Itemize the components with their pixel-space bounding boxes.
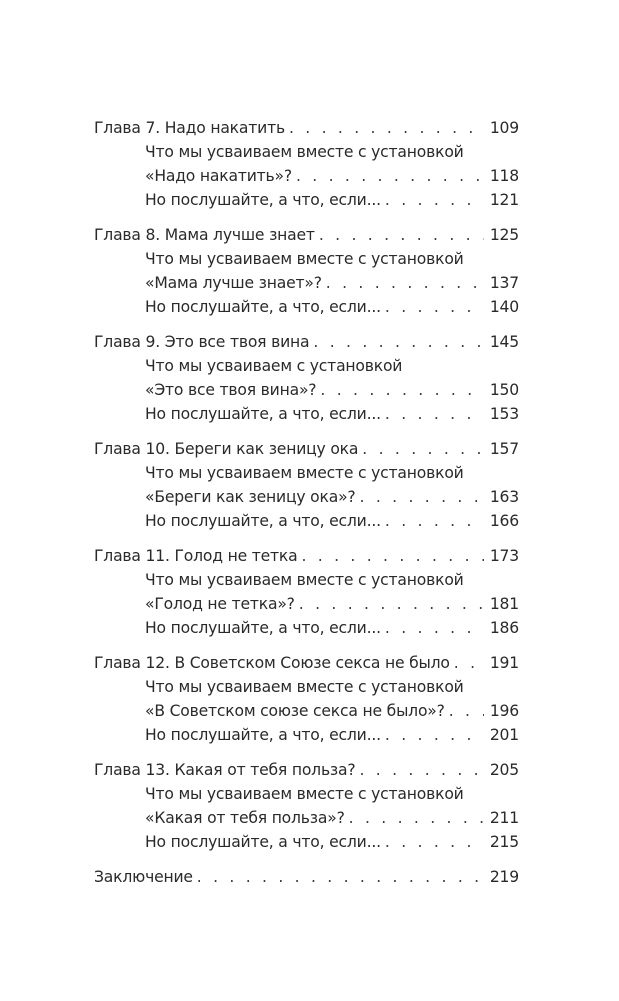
page-number: 153 [489,405,519,423]
toc-subentry [94,568,519,592]
toc-chapter-12 [94,651,519,747]
toc-subentry [94,485,519,509]
toc-subentry [94,723,519,747]
chapter-title: Глава 12. В Советском Союзе секса не было [94,654,450,672]
dot-leader [326,271,484,295]
section-title: «Мама лучше знает»? [145,274,322,292]
section-title: «Это все твоя вина»? [145,381,317,399]
page-number: 150 [489,381,519,399]
page-number: 219 [489,868,519,886]
section-title: Но послушайте, а что, если... [145,833,381,851]
page-number: 191 [489,654,519,672]
dot-leader [359,758,483,782]
page-number: 125 [489,226,519,244]
page-number: 215 [489,833,519,851]
dot-leader [385,295,484,319]
toc-subentry [94,378,519,402]
dot-leader [299,592,484,616]
toc-conclusion [94,865,519,889]
toc-subentry [94,830,519,854]
toc-entry [94,865,519,889]
toc-chapter-11 [94,544,519,640]
toc-entry [94,223,519,247]
dot-leader [313,330,483,354]
section-title: Что мы усваиваем вместе с установкой [145,464,464,482]
chapter-title: Глава 8. Мама лучше знает [94,226,315,244]
chapter-title: Глава 9. Это все твоя вина [94,333,310,351]
dot-leader [449,699,484,723]
toc-subentry [94,402,519,426]
conclusion-title: Заключение [94,868,193,886]
page-number: 205 [489,761,519,779]
table-of-contents [94,116,519,900]
page-number: 137 [489,274,519,292]
page-number: 181 [489,595,519,613]
page-number: 140 [489,298,519,316]
section-title: Но послушайте, а что, если... [145,298,381,316]
dot-leader [301,544,483,568]
section-title: Но послушайте, а что, если... [145,405,381,423]
toc-subentry [94,140,519,164]
chapter-title: Глава 11. Голод не тетка [94,547,298,565]
chapter-title: Глава 7. Надо накатить [94,119,285,137]
toc-subentry [94,354,519,378]
section-title: Но послушайте, а что, если... [145,619,381,637]
section-title: Что мы усваиваем вместе с установкой [145,678,464,696]
toc-subentry [94,188,519,212]
toc-subentry [94,806,519,830]
toc-entry [94,437,519,461]
toc-subentry [94,699,519,723]
toc-subentry [94,461,519,485]
toc-entry [94,758,519,782]
page-number: 201 [489,726,519,744]
section-title: Но послушайте, а что, если... [145,726,381,744]
dot-leader [385,616,484,640]
section-title: «Надо накатить»? [145,167,292,185]
toc-chapter-10 [94,437,519,533]
dot-leader [385,188,484,212]
dot-leader [289,116,484,140]
toc-chapter-8 [94,223,519,319]
page-number: 145 [489,333,519,351]
dot-leader [385,723,484,747]
dot-leader [349,806,484,830]
dot-leader [385,509,484,533]
page-number: 157 [489,440,519,458]
toc-entry [94,116,519,140]
section-title: Что мы усваиваем вместе с установкой [145,250,464,268]
dot-leader [296,164,484,188]
page-number: 173 [489,547,519,565]
toc-subentry [94,675,519,699]
dot-leader [360,485,484,509]
toc-subentry [94,592,519,616]
dot-leader [385,402,484,426]
section-title: Но послушайте, а что, если... [145,512,381,530]
toc-subentry [94,164,519,188]
toc-entry [94,544,519,568]
section-title: Что мы усваиваем с установкой [145,357,403,375]
dot-leader [362,437,484,461]
toc-chapter-7 [94,116,519,212]
dot-leader [385,830,484,854]
toc-subentry [94,616,519,640]
toc-entry [94,651,519,675]
toc-subentry [94,509,519,533]
page-number: 166 [489,512,519,530]
chapter-title: Глава 10. Береги как зеницу ока [94,440,359,458]
toc-chapter-9 [94,330,519,426]
page-number: 121 [489,191,519,209]
dot-leader [454,651,484,675]
page-number: 186 [489,619,519,637]
page-number: 118 [489,167,519,185]
page-number: 109 [489,119,519,137]
dot-leader [319,223,484,247]
section-title: Что мы усваиваем вместе с установкой [145,143,464,161]
dot-leader [320,378,483,402]
page-number: 211 [489,809,519,827]
chapter-title: Глава 13. Какая от тебя польза? [94,761,356,779]
section-title: Что мы усваиваем вместе с установкой [145,785,464,803]
toc-subentry [94,782,519,806]
page-number: 196 [489,702,519,720]
section-title: Но послушайте, а что, если... [145,191,381,209]
section-title: «В Советском союзе секса не было»? [145,702,445,720]
dot-leader [197,865,484,889]
toc-subentry [94,247,519,271]
toc-entry [94,330,519,354]
section-title: «Какая от тебя польза»? [145,809,345,827]
page-number: 163 [489,488,519,506]
toc-subentry [94,295,519,319]
section-title: «Береги как зеницу ока»? [145,488,356,506]
section-title: «Голод не тетка»? [145,595,295,613]
toc-chapter-13 [94,758,519,854]
section-title: Что мы усваиваем вместе с установкой [145,571,464,589]
toc-subentry [94,271,519,295]
